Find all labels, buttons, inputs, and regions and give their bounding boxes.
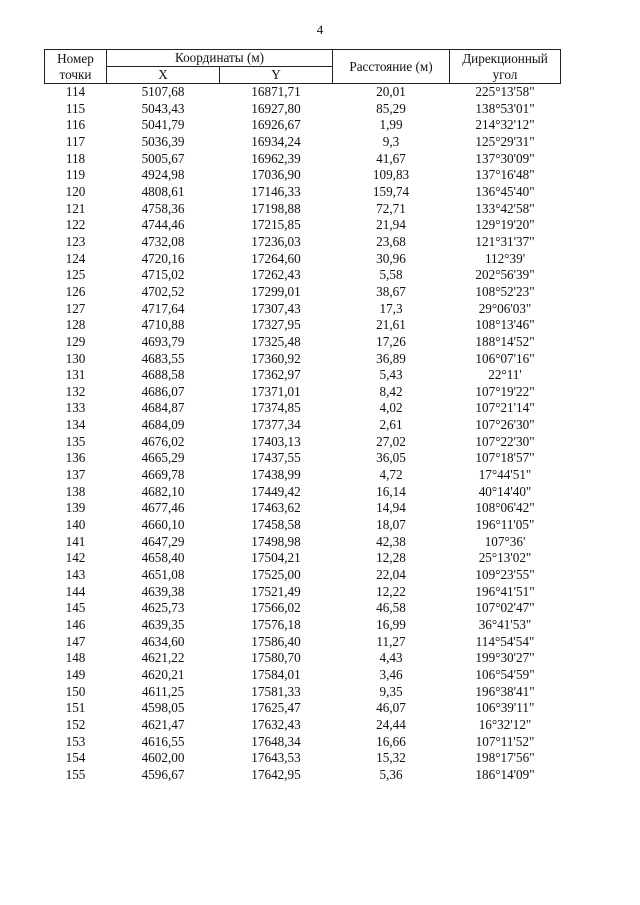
- point-number-cell: 125: [65, 267, 86, 283]
- distance-cell: 9,35: [379, 683, 403, 699]
- x-coordinate-cell: 4808,61: [141, 183, 185, 199]
- point-number-cell: 149: [65, 666, 86, 682]
- point-number-cell: 154: [65, 750, 86, 766]
- y-coordinate-cell: 17146,33: [251, 183, 301, 199]
- y-coordinate-cell: 17360,92: [251, 350, 301, 366]
- angle-cell: 133°42'58": [475, 200, 535, 216]
- page-number: 4: [316, 22, 324, 37]
- angle-cell: 196°41'51": [475, 583, 535, 599]
- point-number-cell: 120: [65, 183, 86, 199]
- point-number-cell: 138: [65, 483, 86, 499]
- header-point-number-line1: Номер: [57, 50, 94, 66]
- point-number-cell: 150: [65, 683, 86, 699]
- table-row: [45, 101, 561, 118]
- y-coordinate-cell: 16934,24: [251, 133, 301, 149]
- angle-cell: 196°11'05": [475, 517, 535, 533]
- angle-cell: 107°21'14": [475, 400, 535, 416]
- angle-cell: 202°56'39": [475, 267, 535, 283]
- angle-cell: 137°30'09": [475, 150, 535, 166]
- point-number-cell: 118: [65, 150, 86, 166]
- x-coordinate-cell: 4683,55: [141, 350, 185, 366]
- distance-cell: 3,46: [379, 666, 403, 682]
- point-number-cell: 153: [65, 733, 86, 749]
- distance-cell: 24,44: [376, 716, 406, 732]
- x-coordinate-cell: 4720,16: [141, 250, 185, 266]
- point-number-cell: 128: [65, 317, 86, 333]
- distance-cell: 9,3: [382, 133, 400, 149]
- x-coordinate-cell: 5041,79: [141, 117, 185, 133]
- y-coordinate-cell: 17643,53: [251, 750, 301, 766]
- angle-cell: 108°06'42": [475, 500, 535, 516]
- point-number-cell: 152: [65, 716, 86, 732]
- angle-cell: 36°41'53": [478, 617, 532, 632]
- y-coordinate-cell: 17325,48: [251, 333, 301, 349]
- distance-cell: 11,27: [376, 633, 406, 649]
- point-number-cell: 133: [65, 400, 86, 416]
- y-coordinate-cell: 17498,98: [251, 533, 301, 549]
- y-coordinate-cell: 17377,34: [251, 417, 301, 433]
- table-row: [45, 167, 561, 184]
- distance-cell: 159,74: [372, 183, 410, 199]
- angle-cell: 137°16'48": [475, 167, 535, 183]
- table-row: [45, 284, 561, 301]
- point-number-cell: 114: [65, 84, 86, 99]
- x-coordinate-cell: 4710,88: [141, 317, 185, 333]
- angle-cell: 198°17'56": [475, 750, 535, 766]
- distance-cell: 5,58: [379, 267, 403, 283]
- table-row: [45, 684, 561, 701]
- distance-cell: 5,43: [379, 367, 403, 383]
- angle-cell: 214°32'12": [475, 117, 535, 133]
- x-coordinate-cell: 4702,52: [141, 283, 185, 299]
- point-number-cell: 146: [65, 617, 86, 632]
- x-coordinate-cell: 4684,87: [141, 400, 185, 416]
- x-coordinate-cell: 4717,64: [141, 300, 185, 316]
- header-x: X: [107, 67, 220, 84]
- x-coordinate-cell: 4665,29: [141, 450, 185, 466]
- table-row: [45, 434, 561, 451]
- distance-cell: 12,22: [376, 583, 406, 599]
- header-distance: Расстояние (м): [333, 50, 450, 84]
- distance-cell: 12,28: [376, 550, 406, 566]
- table-row: [45, 201, 561, 218]
- angle-cell: 107°11'52": [475, 733, 535, 749]
- table-row: [45, 251, 561, 268]
- x-coordinate-cell: 4621,47: [141, 716, 185, 732]
- angle-cell: 199°30'27": [475, 650, 535, 666]
- y-coordinate-cell: 17584,01: [251, 666, 301, 682]
- table-row: [45, 484, 561, 501]
- x-coordinate-cell: 4744,46: [141, 217, 185, 233]
- x-coordinate-cell: 4602,00: [141, 750, 185, 766]
- point-number-cell: 131: [65, 367, 86, 383]
- distance-cell: 41,67: [376, 150, 406, 166]
- distance-cell: 1,99: [379, 117, 403, 133]
- table-row: [45, 301, 561, 318]
- x-coordinate-cell: 4611,25: [141, 683, 185, 699]
- x-coordinate-cell: 5107,68: [141, 84, 185, 99]
- x-coordinate-cell: 4651,08: [141, 567, 185, 583]
- angle-cell: 108°52'23": [475, 283, 535, 299]
- point-number-cell: 132: [65, 383, 86, 399]
- y-coordinate-cell: 16927,80: [251, 100, 301, 116]
- x-coordinate-cell: 4732,08: [141, 233, 185, 249]
- x-coordinate-cell: 4621,22: [141, 650, 185, 666]
- point-number-cell: 129: [65, 333, 86, 349]
- y-coordinate-cell: 17036,90: [251, 167, 301, 183]
- point-number-cell: 143: [65, 567, 86, 583]
- distance-cell: 27,02: [376, 433, 406, 449]
- table-row: [45, 600, 561, 617]
- point-number-cell: 148: [65, 650, 86, 666]
- header-point-number: [45, 50, 107, 84]
- table-row: [45, 367, 561, 384]
- point-number-cell: 137: [65, 467, 86, 483]
- distance-cell: 38,67: [376, 283, 406, 299]
- y-coordinate-cell: 17438,99: [251, 467, 301, 483]
- y-coordinate-cell: 17521,49: [251, 583, 301, 599]
- table-row: [45, 650, 561, 667]
- point-number-cell: 136: [65, 450, 86, 466]
- x-coordinate-cell: 5036,39: [141, 133, 185, 149]
- table-body: [45, 84, 561, 784]
- y-coordinate-cell: 17458,58: [251, 517, 301, 533]
- table-row: [45, 500, 561, 517]
- coordinates-table: [44, 49, 561, 784]
- angle-cell: 138°53'01": [475, 100, 535, 116]
- distance-cell: 16,66: [376, 733, 406, 749]
- y-coordinate-cell: 17586,40: [251, 633, 301, 649]
- point-number-cell: 115: [65, 100, 86, 116]
- x-coordinate-cell: 4660,10: [141, 517, 185, 533]
- x-coordinate-cell: 4598,05: [141, 700, 185, 716]
- angle-cell: 107°36': [484, 533, 526, 549]
- distance-cell: 20,01: [376, 84, 406, 99]
- point-number-cell: 126: [65, 283, 86, 299]
- table-row: [45, 151, 561, 168]
- distance-cell: 42,38: [376, 533, 406, 549]
- distance-cell: 72,71: [376, 200, 406, 216]
- distance-cell: 109,83: [372, 167, 410, 183]
- y-coordinate-cell: 17525,00: [251, 567, 301, 583]
- angle-cell: 106°07'16": [475, 350, 535, 366]
- distance-cell: 18,07: [376, 517, 406, 533]
- y-coordinate-cell: 17307,43: [251, 300, 301, 316]
- point-number-cell: 141: [65, 533, 86, 549]
- table-row: [45, 767, 561, 784]
- x-coordinate-cell: 5005,67: [141, 150, 185, 166]
- table-header: [45, 50, 561, 84]
- x-coordinate-cell: 4634,60: [141, 633, 185, 649]
- angle-cell: 29°06'03": [478, 300, 532, 316]
- angle-cell: 22°11': [488, 367, 522, 383]
- point-number-cell: 117: [65, 133, 86, 149]
- point-number-cell: 116: [65, 117, 86, 133]
- distance-cell: 46,58: [376, 600, 406, 616]
- angle-cell: 225°13'58": [475, 84, 535, 99]
- table-row: [45, 217, 561, 234]
- x-coordinate-cell: 4684,09: [141, 417, 185, 433]
- distance-cell: 4,02: [379, 400, 403, 416]
- table-row: [45, 567, 561, 584]
- x-coordinate-cell: 4596,67: [141, 766, 185, 782]
- x-coordinate-cell: 4669,78: [141, 467, 185, 483]
- header-angle: [450, 50, 561, 84]
- point-number-cell: 134: [65, 417, 86, 433]
- y-coordinate-cell: 17374,85: [251, 400, 301, 416]
- distance-cell: 23,68: [376, 233, 406, 249]
- x-coordinate-cell: 4639,38: [141, 583, 185, 599]
- table-row: [45, 400, 561, 417]
- point-number-cell: 121: [65, 200, 86, 216]
- x-coordinate-cell: 4616,55: [141, 733, 185, 749]
- distance-cell: 5,36: [379, 766, 403, 782]
- y-coordinate-cell: 17648,34: [251, 733, 301, 749]
- point-number-cell: 127: [65, 300, 86, 316]
- point-number-cell: 135: [65, 433, 86, 449]
- point-number-cell: 142: [65, 550, 86, 566]
- table-row: [45, 634, 561, 651]
- y-coordinate-cell: 17198,88: [251, 200, 301, 216]
- y-coordinate-cell: 17642,95: [251, 766, 301, 782]
- table-row: [45, 334, 561, 351]
- header-angle-line1: Дирекционный: [462, 50, 548, 66]
- table-row: [45, 117, 561, 134]
- table-row: [45, 234, 561, 251]
- distance-cell: 2,61: [379, 417, 403, 433]
- distance-cell: 21,94: [376, 217, 406, 233]
- angle-cell: 186°14'09": [475, 766, 535, 782]
- x-coordinate-cell: 4620,21: [141, 666, 185, 682]
- angle-cell: 17°44'51": [478, 467, 532, 483]
- point-number-cell: 124: [65, 250, 86, 266]
- angle-cell: 107°26'30": [475, 417, 535, 433]
- point-number-cell: 151: [65, 700, 86, 716]
- point-number-cell: 147: [65, 633, 86, 649]
- table-row: [45, 584, 561, 601]
- angle-cell: 112°39': [484, 250, 526, 266]
- distance-cell: 85,29: [376, 100, 406, 116]
- angle-cell: 125°29'31": [475, 133, 535, 149]
- angle-cell: 114°54'54": [475, 633, 535, 649]
- distance-cell: 36,05: [376, 450, 406, 466]
- table-row: [45, 184, 561, 201]
- angle-cell: 136°45'40": [475, 183, 535, 199]
- angle-cell: 107°19'22": [475, 383, 535, 399]
- y-coordinate-cell: 16871,71: [251, 84, 301, 99]
- distance-cell: 21,61: [376, 317, 406, 333]
- angle-cell: 40°14'40": [478, 483, 532, 499]
- table-row: [45, 384, 561, 401]
- point-number-cell: 155: [65, 766, 86, 782]
- table-row: [45, 517, 561, 534]
- point-number-cell: 139: [65, 500, 86, 516]
- distance-cell: 17,26: [376, 333, 406, 349]
- x-coordinate-cell: 5043,43: [141, 100, 185, 116]
- x-coordinate-cell: 4677,46: [141, 500, 185, 516]
- y-coordinate-cell: 17580,70: [251, 650, 301, 666]
- angle-cell: 188°14'52": [475, 333, 535, 349]
- y-coordinate-cell: 17437,55: [251, 450, 301, 466]
- y-coordinate-cell: 17625,47: [251, 700, 301, 716]
- table-row: [45, 267, 561, 284]
- distance-cell: 14,94: [376, 500, 406, 516]
- angle-cell: 16°32'12": [478, 716, 532, 732]
- x-coordinate-cell: 4639,35: [141, 617, 185, 632]
- header-angle-line2: угол: [492, 66, 518, 82]
- table-row: [45, 534, 561, 551]
- point-number-cell: 119: [65, 167, 86, 183]
- y-coordinate-cell: 17262,43: [251, 267, 301, 283]
- table-row: [45, 417, 561, 434]
- x-coordinate-cell: 4658,40: [141, 550, 185, 566]
- x-coordinate-cell: 4688,58: [141, 367, 185, 383]
- y-coordinate-cell: 17299,01: [251, 283, 301, 299]
- table-row: [45, 550, 561, 567]
- table-row: [45, 467, 561, 484]
- x-coordinate-cell: 4693,79: [141, 333, 185, 349]
- y-coordinate-cell: 17449,42: [251, 483, 301, 499]
- y-coordinate-cell: 17362,97: [251, 367, 301, 383]
- angle-cell: 121°31'37": [475, 233, 535, 249]
- distance-cell: 4,43: [379, 650, 403, 666]
- header-y: Y: [220, 67, 333, 84]
- y-coordinate-cell: 17576,18: [251, 617, 301, 632]
- y-coordinate-cell: 16962,39: [251, 150, 301, 166]
- distance-cell: 4,72: [379, 467, 403, 483]
- distance-cell: 36,89: [376, 350, 406, 366]
- table-row: [45, 750, 561, 767]
- table-row: [45, 317, 561, 334]
- angle-cell: 107°02'47": [475, 600, 535, 616]
- point-number-cell: 130: [65, 350, 86, 366]
- table-row: [45, 700, 561, 717]
- y-coordinate-cell: 17236,03: [251, 233, 301, 249]
- distance-cell: 16,99: [376, 617, 406, 632]
- table-row: [45, 617, 561, 634]
- table-row: [45, 84, 561, 101]
- angle-cell: 25°13'02": [478, 550, 532, 566]
- x-coordinate-cell: 4924,98: [141, 167, 185, 183]
- distance-cell: 22,04: [376, 567, 406, 583]
- x-coordinate-cell: 4647,29: [141, 533, 185, 549]
- y-coordinate-cell: 16926,67: [251, 117, 301, 133]
- x-coordinate-cell: 4686,07: [141, 383, 185, 399]
- x-coordinate-cell: 4715,02: [141, 267, 185, 283]
- y-coordinate-cell: 17327,95: [251, 317, 301, 333]
- table-row: [45, 134, 561, 151]
- angle-cell: 107°22'30": [475, 433, 535, 449]
- distance-cell: 46,07: [376, 700, 406, 716]
- table-row: [45, 717, 561, 734]
- distance-cell: 8,42: [379, 383, 403, 399]
- table-row: [45, 734, 561, 751]
- table-row: [45, 450, 561, 467]
- distance-cell: 16,14: [376, 483, 406, 499]
- y-coordinate-cell: 17463,62: [251, 500, 301, 516]
- angle-cell: 109°23'55": [475, 567, 535, 583]
- y-coordinate-cell: 17566,02: [251, 600, 301, 616]
- x-coordinate-cell: 4758,36: [141, 200, 185, 216]
- y-coordinate-cell: 17581,33: [251, 683, 301, 699]
- y-coordinate-cell: 17264,60: [251, 250, 301, 266]
- angle-cell: 107°18'57": [475, 450, 535, 466]
- y-coordinate-cell: 17403,13: [251, 433, 301, 449]
- angle-cell: 106°54'59": [475, 666, 535, 682]
- y-coordinate-cell: 17371,01: [251, 383, 301, 399]
- y-coordinate-cell: 17504,21: [251, 550, 301, 566]
- point-number-cell: 123: [65, 233, 86, 249]
- angle-cell: 129°19'20": [475, 217, 535, 233]
- header-coordinates: Координаты (м): [107, 50, 333, 67]
- point-number-cell: 145: [65, 600, 86, 616]
- y-coordinate-cell: 17215,85: [251, 217, 301, 233]
- header-point-number-line2: точки: [59, 66, 92, 82]
- x-coordinate-cell: 4676,02: [141, 433, 185, 449]
- point-number-cell: 144: [65, 583, 86, 599]
- angle-cell: 108°13'46": [475, 317, 535, 333]
- x-coordinate-cell: 4682,10: [141, 483, 185, 499]
- x-coordinate-cell: 4625,73: [141, 600, 185, 616]
- point-number-cell: 122: [65, 217, 86, 233]
- y-coordinate-cell: 17632,43: [251, 716, 301, 732]
- table-row: [45, 667, 561, 684]
- distance-cell: 17,3: [379, 300, 403, 316]
- distance-cell: 30,96: [376, 250, 406, 266]
- angle-cell: 196°38'41": [475, 683, 535, 699]
- distance-cell: 15,32: [376, 750, 406, 766]
- table-row: [45, 351, 561, 368]
- point-number-cell: 140: [65, 517, 86, 533]
- angle-cell: 106°39'11": [475, 700, 535, 716]
